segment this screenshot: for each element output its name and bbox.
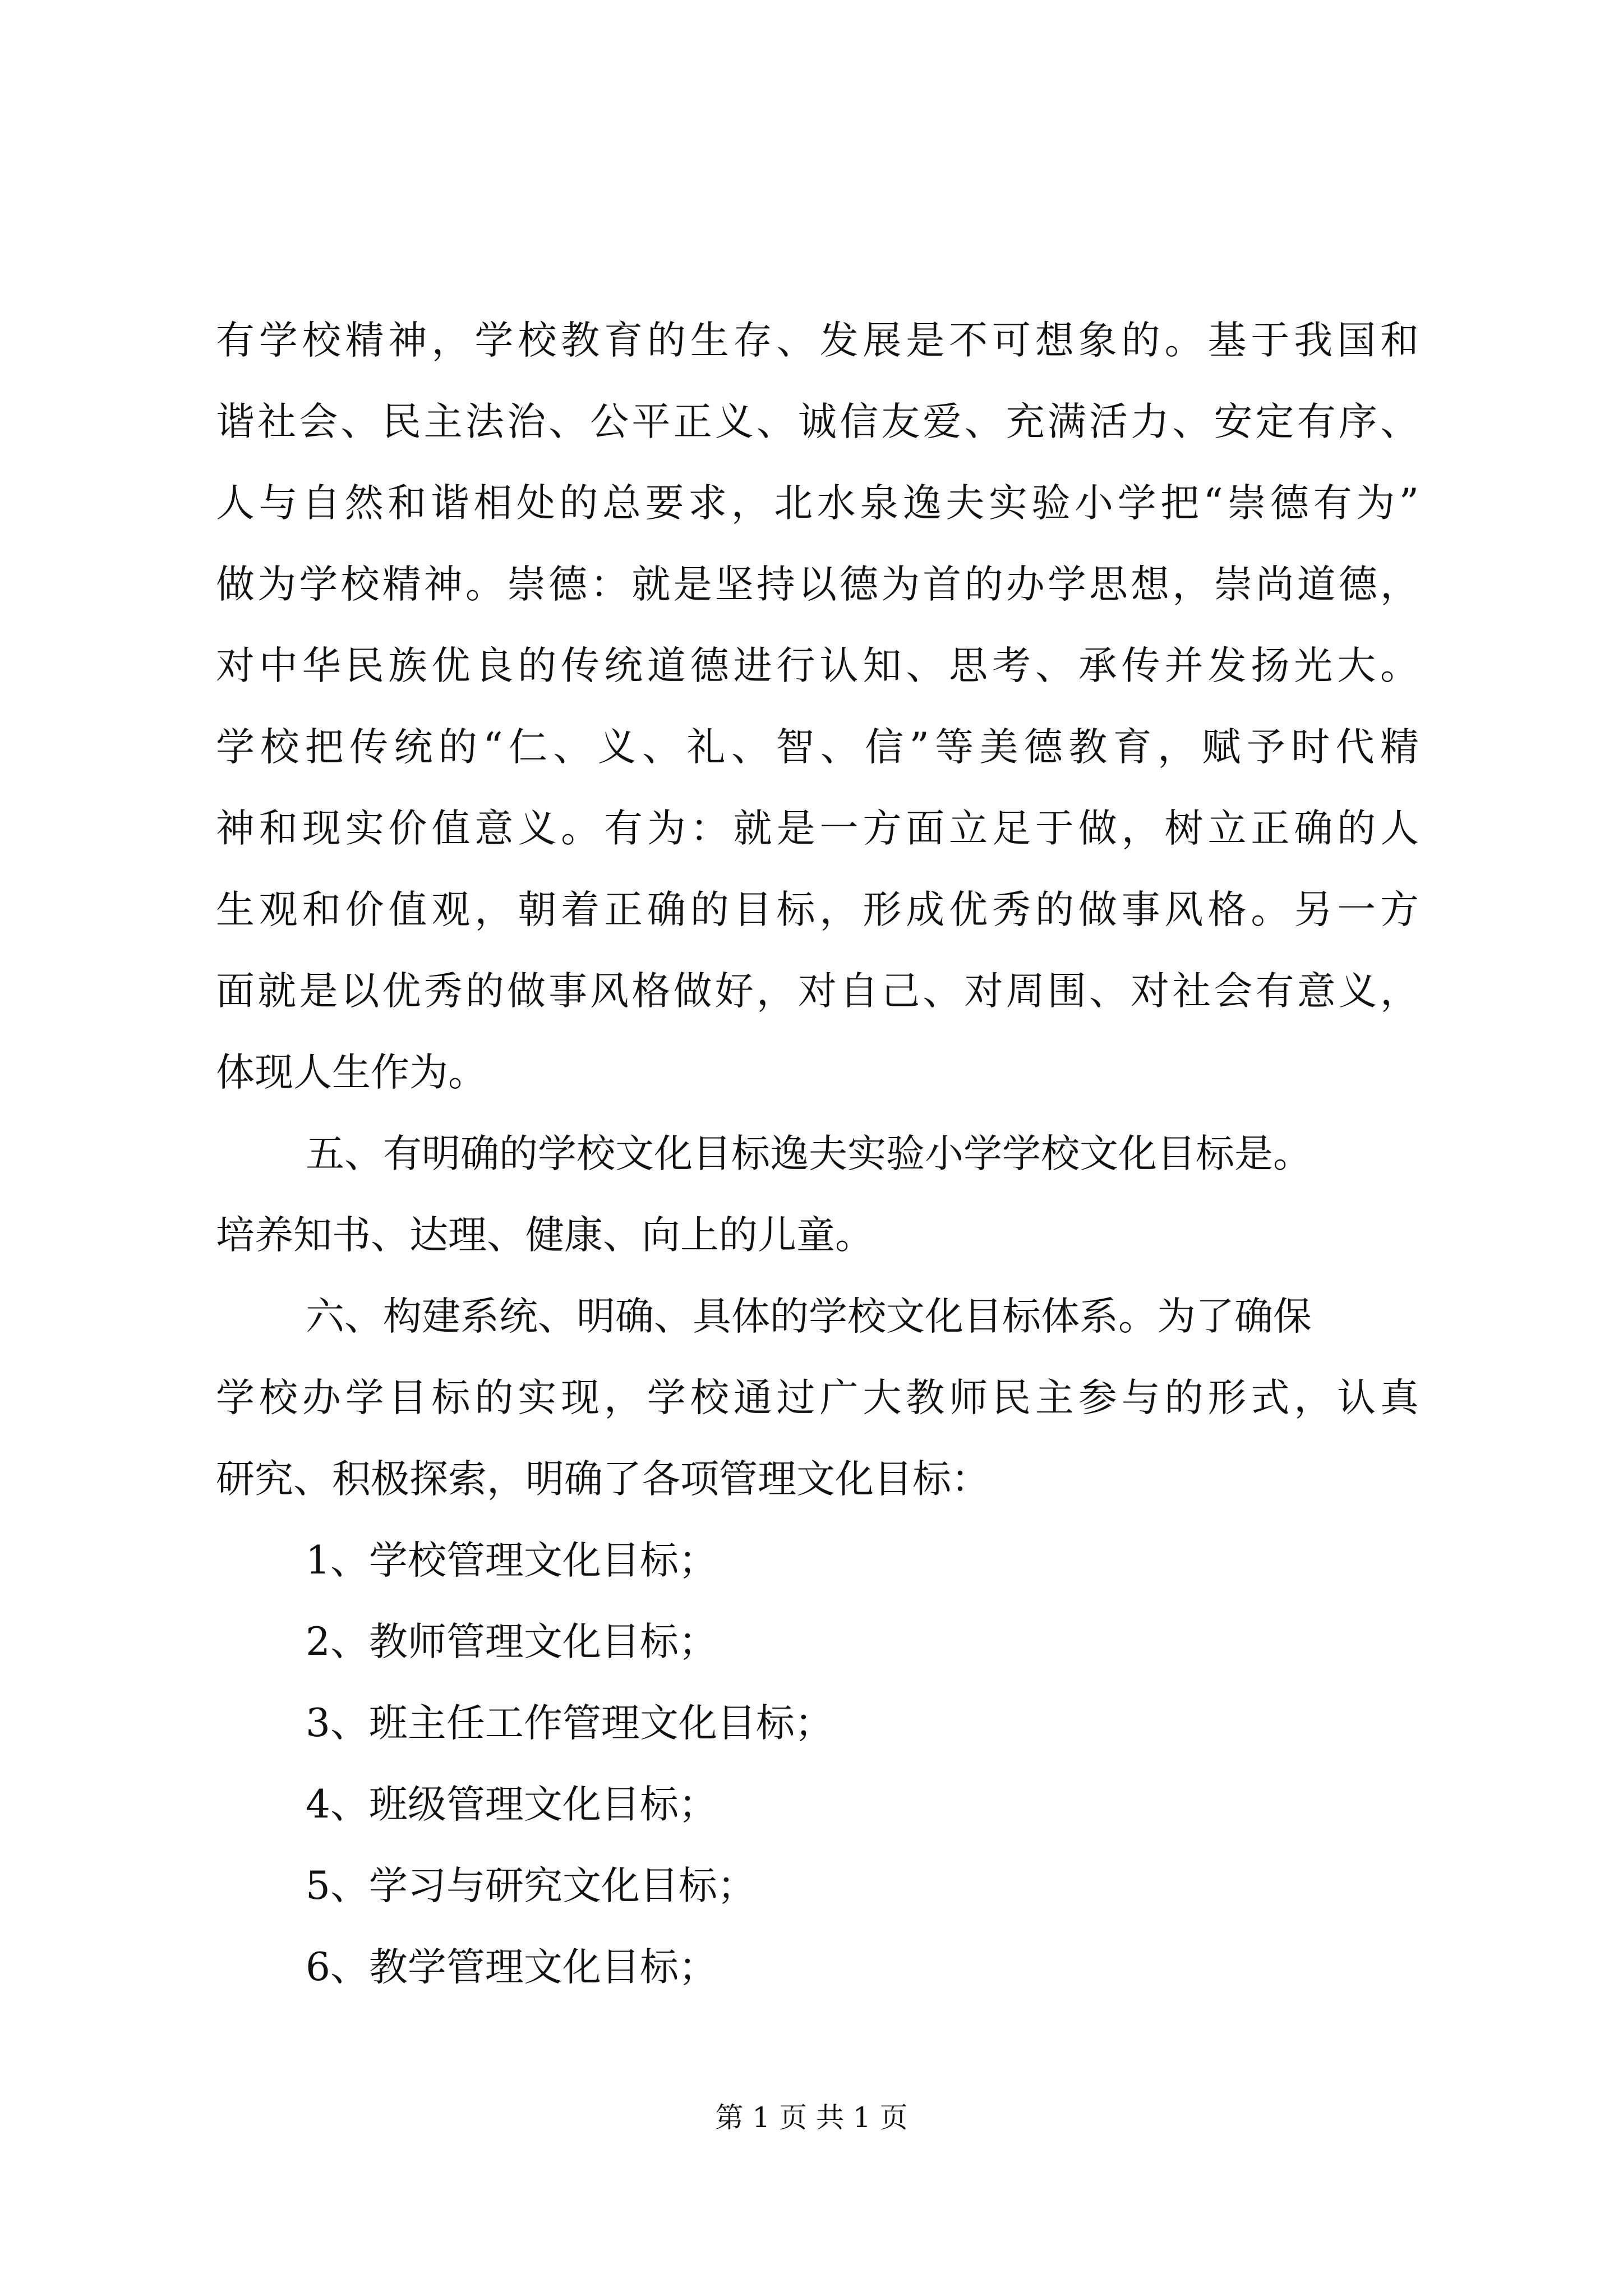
page-footer: 第 1 页 共 1 页 bbox=[715, 2101, 908, 2134]
paragraph-line: 学校把传统的“仁、义、礼、智、信”等美德教育，赋予时代精 bbox=[216, 725, 1419, 770]
list-item: 5、学习与研究文化目标； bbox=[306, 1864, 756, 1908]
section-5-line: 培养知书、达理、健康、向上的儿童。 bbox=[216, 1213, 874, 1258]
list-item: 3、班主任工作管理文化目标； bbox=[306, 1701, 833, 1746]
paragraph-line: 对中华民族优良的传统道德进行认知、思考、承传并发扬光大。 bbox=[216, 643, 1419, 688]
list-item: 4、班级管理文化目标； bbox=[306, 1782, 717, 1827]
paragraph-line: 生观和价值观，朝着正确的目标，形成优秀的做事风格。另一方 bbox=[216, 887, 1419, 932]
paragraph-line: 有学校精神，学校教育的生存、发展是不可想象的。基于我国和 bbox=[216, 318, 1419, 363]
list-item: 2、教师管理文化目标； bbox=[306, 1619, 717, 1664]
paragraph-line: 面就是以优秀的做事风格做好，对自己、对周围、对社会有意义， bbox=[216, 969, 1419, 1014]
paragraph-line: 神和现实价值意义。有为：就是一方面立足于做，树立正确的人 bbox=[216, 806, 1419, 851]
section-6-line: 学校办学目标的实现，学校通过广大教师民主参与的形式，认真 bbox=[216, 1375, 1419, 1420]
section-6-line: 研究、积极探索，明确了各项管理文化目标： bbox=[216, 1457, 990, 1502]
document-body bbox=[216, 300, 1419, 2008]
paragraph-line: 体现人生作为。 bbox=[216, 1050, 487, 1095]
section-6-heading: 六、构建系统、明确、具体的学校文化目标体系。为了确保 bbox=[306, 1294, 1312, 1339]
paragraph-line: 谐社会、民主法治、公平正义、诚信友爱、充满活力、安定有序、 bbox=[216, 399, 1419, 444]
list-item: 6、教学管理文化目标； bbox=[306, 1945, 717, 1990]
paragraph-line: 做为学校精神。崇德：就是坚持以德为首的办学思想，崇尚道德， bbox=[216, 562, 1419, 607]
section-5-heading: 五、有明确的学校文化目标逸夫实验小学学校文化目标是。 bbox=[306, 1131, 1312, 1176]
list-item: 1、学校管理文化目标； bbox=[306, 1538, 717, 1583]
paragraph-line: 人与自然和谐相处的总要求，北水泉逸夫实验小学把“崇德有为” bbox=[216, 481, 1419, 526]
